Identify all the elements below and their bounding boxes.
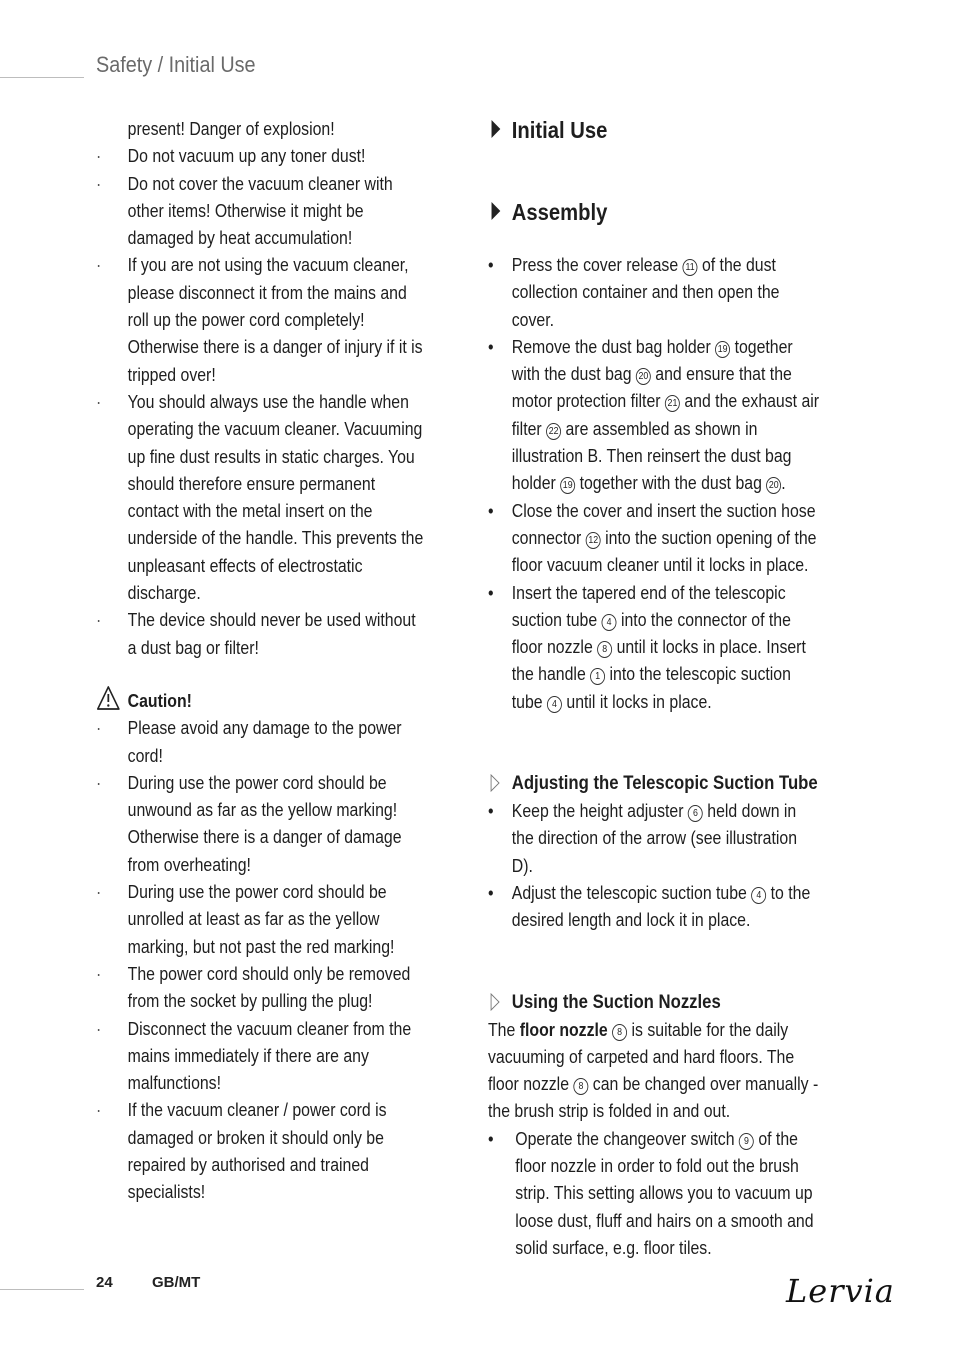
list-item: • Insert the tapered end of the telescopic suction tube 4 into the connector of the floor nozzle 8 until it locks in place. Insert the handle 1 into the telescopic suction tube 4 until it locks in place. <box>488 580 822 716</box>
assembly-list <box>488 252 822 716</box>
footer-rule <box>0 1289 84 1290</box>
list-item: · During use the power cord should be unrolled at least as far as the yellow marking, but not past the red marking! <box>96 879 423 961</box>
adjusting-list <box>488 798 822 934</box>
left-column <box>96 116 468 1207</box>
heading-adjusting: Adjusting the Telescopic Suction Tube <box>488 770 822 798</box>
list-item: · You should always use the handle when operating the vacuum cleaner. Vacuuming up fine dust results in static charges. You should therefore ensure permanent contact with the metal insert on the underside of the handle. This prevents the unpleasant effects of electrostatic discharge. <box>96 389 423 607</box>
nozzles-paragraph: The floor nozzle 8 is suitable for the daily vacuuming of carpeted and hard floors. The floor nozzle 8 can be changed over manually - the brush strip is folded in and out. <box>488 1019 819 1122</box>
caution-heading <box>96 688 423 715</box>
safety-list <box>96 143 423 662</box>
part-number: 8 <box>612 1024 627 1041</box>
page-title: Safety / Initial Use <box>96 52 256 77</box>
part-number: 19 <box>560 477 575 494</box>
triangle-outline-right-icon <box>490 993 501 1011</box>
list-item: · The device should never be used without a dust bag or filter! <box>96 607 423 662</box>
list-item: · During use the power cord should be unwound as far as the yellow marking! Otherwise there is a danger of damage from overheating! <box>96 770 423 879</box>
list-item: • Keep the height adjuster 6 held down in the direction of the arrow (see illustration D). <box>488 798 822 880</box>
triangle-right-icon <box>490 201 502 221</box>
triangle-right-icon <box>490 119 502 139</box>
part-number: 19 <box>715 341 730 358</box>
nozzles-list <box>488 1126 822 1262</box>
list-item: · Do not vacuum up any toner dust! <box>96 143 423 170</box>
part-number: 22 <box>546 423 561 440</box>
triangle-outline-right-icon <box>490 774 501 792</box>
part-number: 4 <box>547 696 562 713</box>
part-number: 21 <box>665 395 680 412</box>
list-item: • Press the cover release 11 of the dust collection container and then open the cover. <box>488 252 822 334</box>
continuation-text: present! Danger of explosion! <box>127 119 335 139</box>
heading-assembly: Assembly <box>488 198 822 226</box>
heading-initial-use: Initial Use <box>488 116 822 144</box>
heading-nozzles: Using the Suction Nozzles <box>488 989 822 1017</box>
list-item: · The power cord should only be removed from the socket by pulling the plug! <box>96 961 423 1016</box>
part-number: 1 <box>590 668 605 685</box>
list-item: • Close the cover and insert the suction hose connector 12 into the suction opening of the floor vacuum cleaner until it locks in place. <box>488 498 822 580</box>
list-item: · If the vacuum cleaner / power cord is damaged or broken it should only be repaired by authorised and trained specialists! <box>96 1097 423 1206</box>
part-number: 8 <box>573 1078 588 1095</box>
part-number: 20 <box>766 477 781 494</box>
part-number: 6 <box>688 805 703 822</box>
region-code: GB/MT <box>152 1274 201 1291</box>
list-item: · Do not cover the vacuum cleaner with other items! Otherwise it might be damaged by heat accumulation! <box>96 171 423 253</box>
page-number: 24 <box>96 1274 113 1291</box>
list-item: • Adjust the telescopic suction tube 4 to the desired length and lock it in place. <box>488 880 822 935</box>
right-column <box>488 116 868 1262</box>
list-item: • Remove the dust bag holder 19 together with the dust bag 20 and ensure that the motor protection filter 21 and the exhaust air filter 22 are assembled as shown in illustration B. Then reinsert the dust bag holder 19 together with the dust bag 20 . <box>488 334 822 498</box>
list-item: · Disconnect the vacuum cleaner from the mains immediately if there are any malfunctions! <box>96 1016 423 1098</box>
part-number: 11 <box>683 259 698 276</box>
warning-icon <box>96 685 121 711</box>
header-rule <box>0 77 84 78</box>
part-number: 12 <box>586 532 601 549</box>
brand-logo: Lervia <box>786 1272 895 1310</box>
list-item: · If you are not using the vacuum cleaner, please disconnect it from the mains and roll up the power cord completely! Otherwise there is a danger of injury if it is tripped over! <box>96 252 423 388</box>
part-number: 20 <box>636 368 651 385</box>
caution-label: Caution! <box>127 690 192 711</box>
list-item: • Operate the changeover switch 9 of the floor nozzle in order to fold out the brush strip. This setting allows you to vacuum up loose dust, fluff and hairs on a smooth and solid surface, e.g. floor tiles. <box>488 1126 822 1262</box>
caution-list <box>96 715 423 1206</box>
part-number: 4 <box>602 614 617 631</box>
part-number: 9 <box>739 1133 754 1150</box>
part-number: 4 <box>751 887 766 904</box>
part-number: 8 <box>597 641 612 658</box>
list-item: · Please avoid any damage to the power cord! <box>96 715 423 770</box>
